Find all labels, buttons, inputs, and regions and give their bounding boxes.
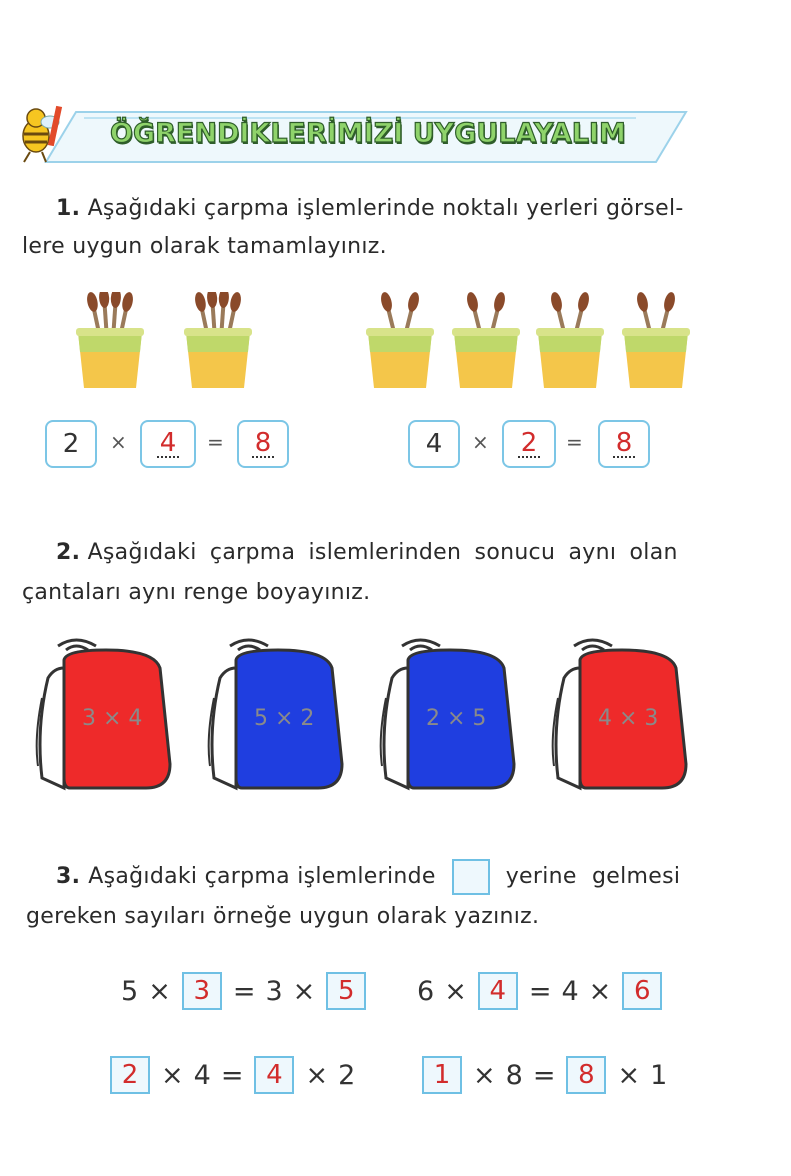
q1-text-line1: [56, 190, 684, 228]
q1-left-factor-a: 2: [45, 420, 97, 468]
q3-number: 3.: [56, 864, 81, 889]
eq4-b: 8: [505, 1059, 523, 1091]
q1-number: 1.: [56, 196, 81, 221]
q1-left-answer-b: 4: [157, 430, 180, 458]
backpack-3-label: 2 × 5: [426, 706, 487, 731]
eq3-b: 4: [193, 1059, 211, 1091]
bee-icon: [14, 104, 64, 166]
eq3-d: 2: [338, 1059, 356, 1091]
q3-blank-box-example: [452, 859, 490, 895]
q2-instruction: Aşağıdaki çarpma islemlerinden sonucu aynı olan: [87, 540, 678, 565]
eq4-d: 1: [650, 1059, 668, 1091]
eq1-answer-d[interactable]: 5: [326, 972, 366, 1010]
q2-text-line2: çantaları aynı renge boyayınız.: [22, 580, 371, 605]
q1-left-answer-result: 8: [252, 430, 275, 458]
q3-instruction-part2: yerine gelmesi: [505, 864, 681, 889]
q2-text-line1: [56, 534, 678, 572]
brush-pots-illustration: [60, 292, 700, 396]
q3-instruction-part1: Aşağıdaki çarpma işlemlerinde: [88, 864, 436, 889]
q3-equation-3: 2 × 4 = 4 × 2: [104, 1056, 360, 1094]
q3-equation-1: 5 × 3 = 3 × 5: [116, 972, 372, 1010]
q1-right-answer-b: 2: [518, 430, 541, 458]
eq1-answer-b[interactable]: 3: [182, 972, 222, 1010]
q1-right-equals: =: [566, 430, 583, 454]
q1-right-result[interactable]: [598, 420, 650, 468]
q1-right-factor-b[interactable]: [502, 420, 556, 468]
eq2-answer-b[interactable]: 4: [478, 972, 518, 1010]
eq4-answer-a[interactable]: 1: [422, 1056, 462, 1094]
backpack-1-label: 3 × 4: [82, 706, 143, 731]
eq3-answer-a[interactable]: 2: [110, 1056, 150, 1094]
eq2-answer-d[interactable]: 6: [622, 972, 662, 1010]
pot-4-brushes-2: [184, 292, 252, 388]
q1-instruction: Aşağıdaki çarpma işlemlerinde noktalı yerleri görsel-: [87, 196, 684, 221]
q1-left-result[interactable]: [237, 420, 289, 468]
q1-left-times: ×: [110, 430, 127, 454]
eq1-c: 3: [265, 975, 283, 1007]
q3-equation-2: 6 × 4 = 4 × 6: [412, 972, 668, 1010]
eq4-answer-c[interactable]: 8: [566, 1056, 606, 1094]
q1-text-line2: lere uygun olarak tamamlayınız.: [22, 234, 387, 259]
q1-right-answer-result: 8: [613, 430, 636, 458]
eq2-a: 6: [417, 975, 435, 1007]
q1-right-times: ×: [472, 430, 489, 454]
q1-right-factor-a: 4: [408, 420, 460, 468]
q1-left-equals: =: [207, 430, 224, 454]
eq1-a: 5: [121, 975, 139, 1007]
q3-equation-4: 1 × 8 = 8 × 1: [416, 1056, 672, 1094]
backpack-2-label: 5 × 2: [254, 706, 315, 731]
q3-text-line1: [56, 858, 680, 896]
eq3-answer-c[interactable]: 4: [254, 1056, 294, 1094]
page-title: ÖĞRENDİKLERİMİZİ UYGULAYALIM: [110, 118, 626, 149]
pot-4-brushes-1: [76, 292, 144, 388]
q1-left-factor-b[interactable]: [140, 420, 196, 468]
backpack-4-label: 4 × 3: [598, 706, 659, 731]
q3-text-line2: gereken sayıları örneğe uygun olarak yazınız.: [26, 904, 540, 929]
eq2-c: 4: [561, 975, 579, 1007]
q2-number: 2.: [56, 540, 81, 565]
